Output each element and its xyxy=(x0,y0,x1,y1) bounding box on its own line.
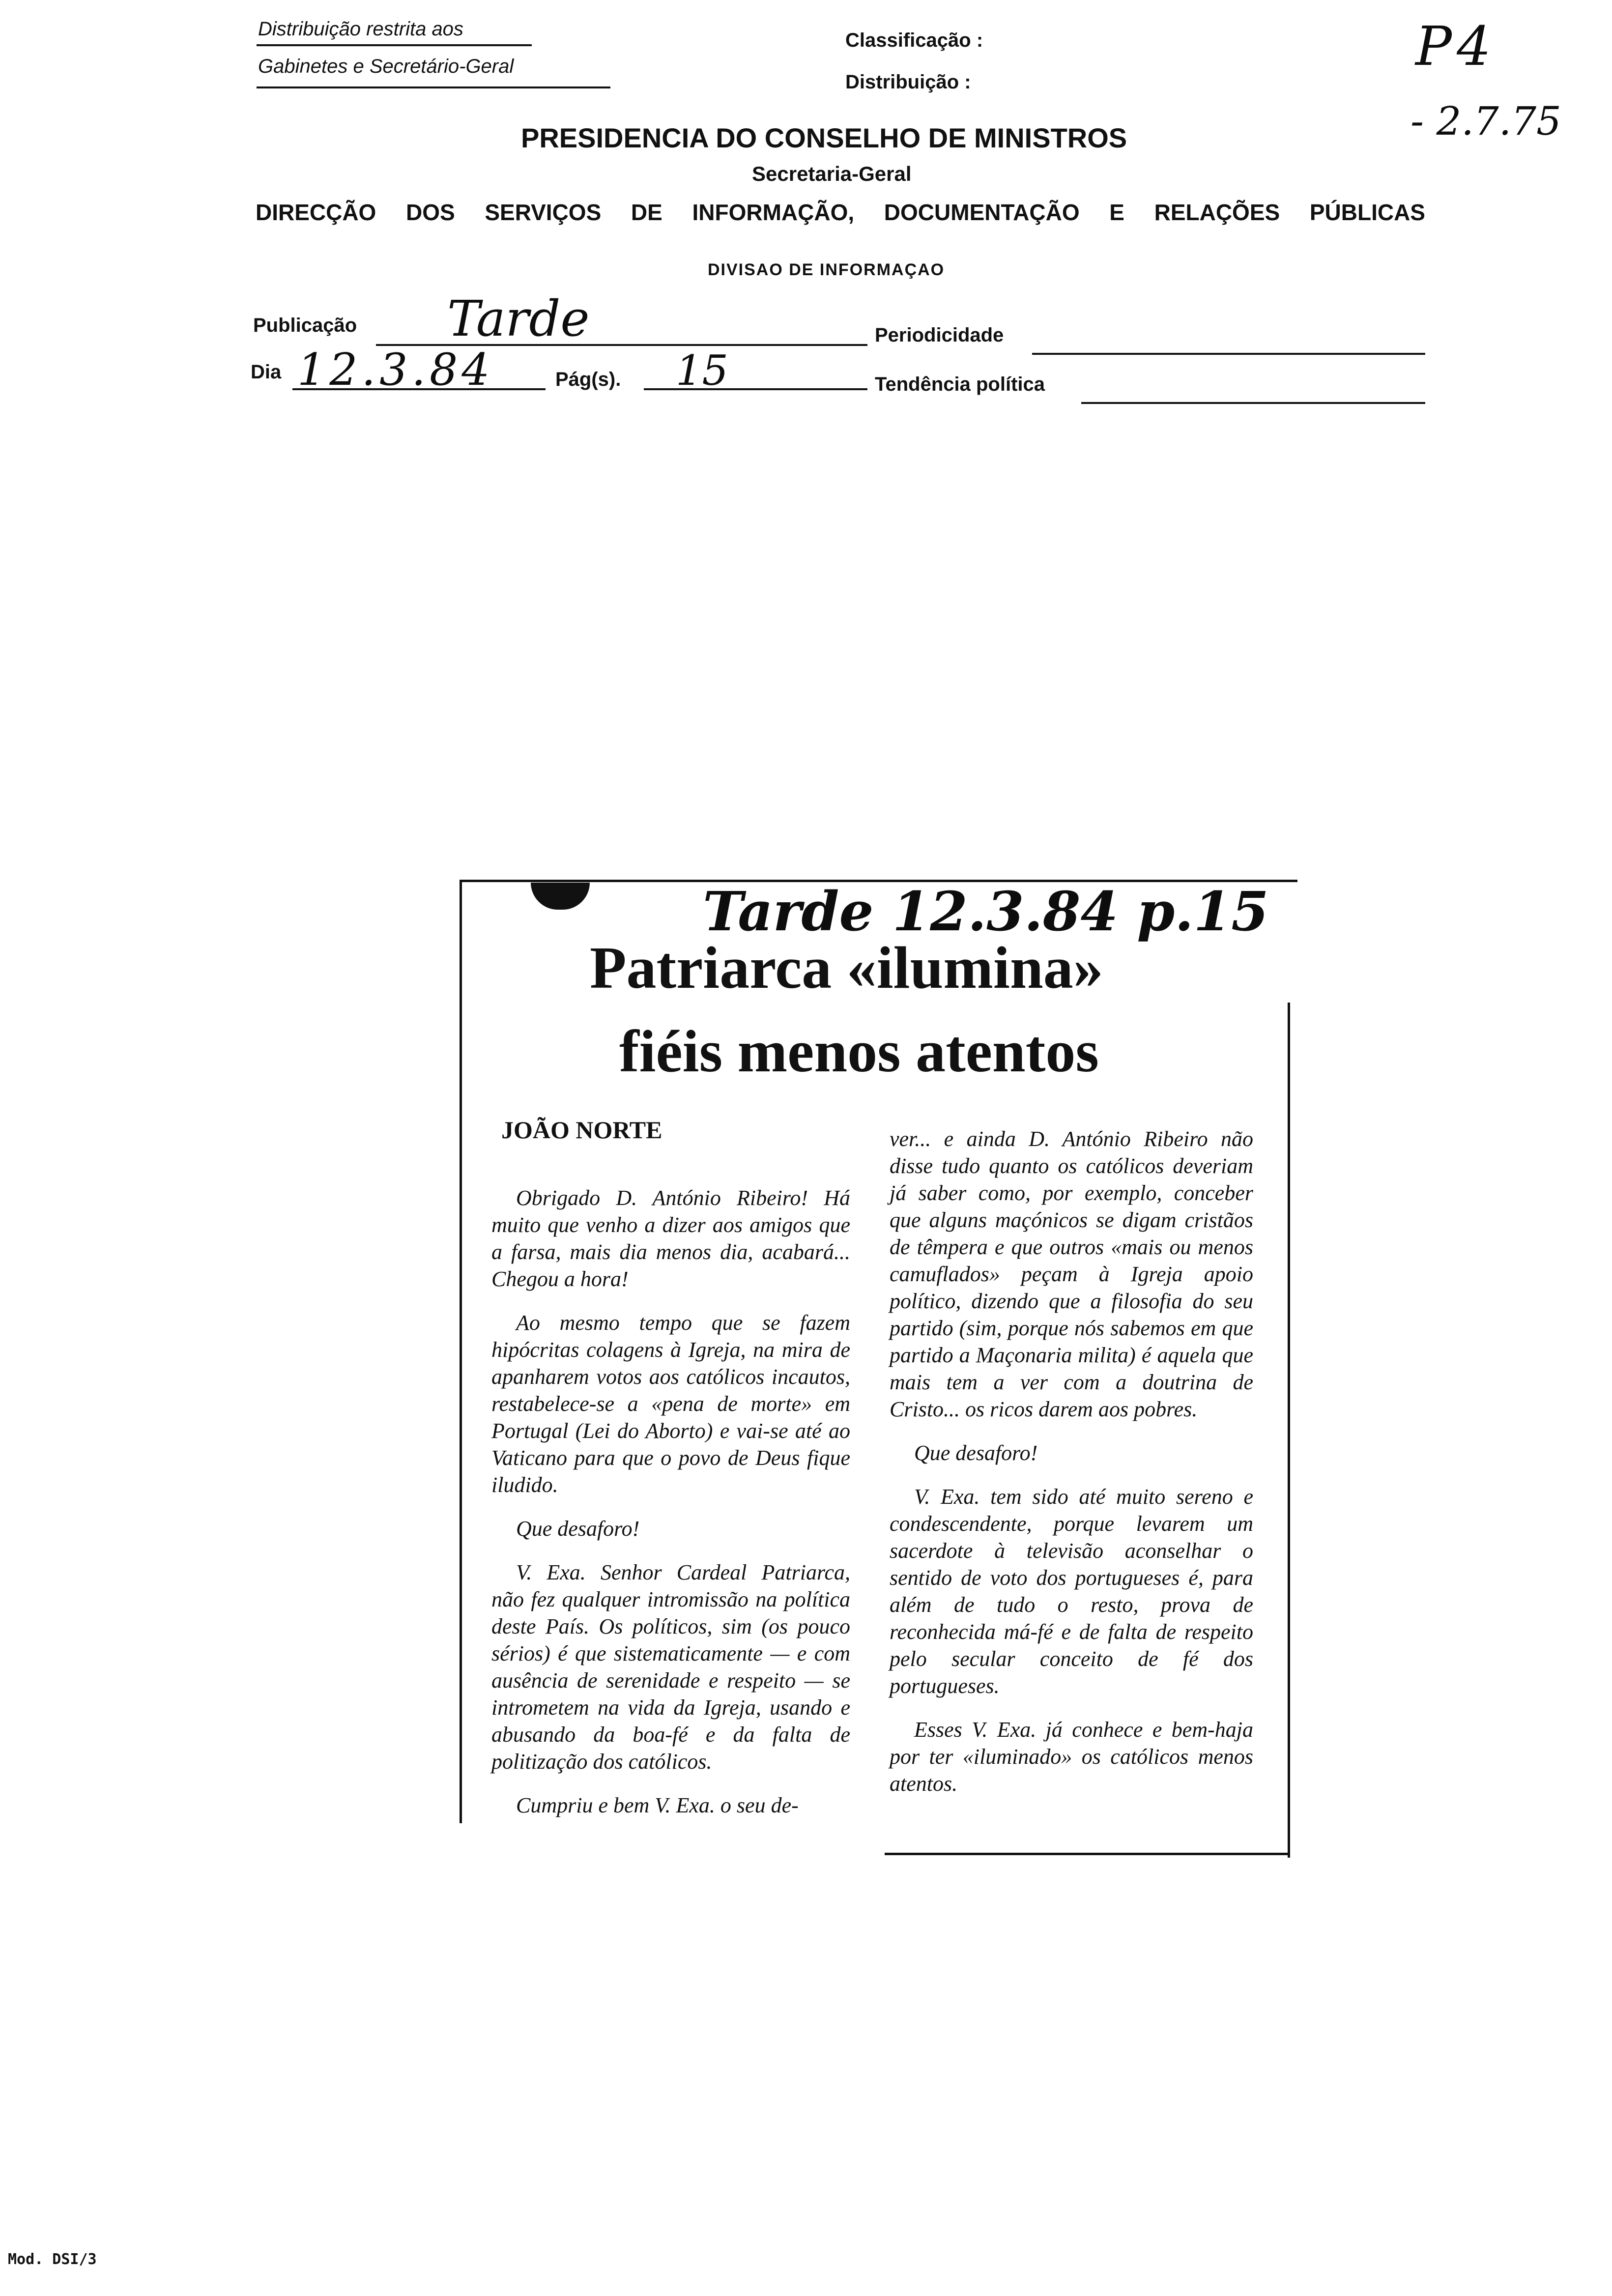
dia-value: 12.3.84 xyxy=(297,344,494,396)
divider xyxy=(257,44,532,46)
org-subtitle: Secretaria-Geral xyxy=(752,162,912,185)
tendencia-label: Tendência política xyxy=(875,373,1045,395)
left-paragraph: Ao mesmo tempo que se fazem hipócritas colagens à Igreja, na mira de apanharem votos aos católicos incautos, restabelece-se a «pena de morte» em Portugal (Lei do Aborto) e vai-se até ao Vaticano para que o povo de Deus fique iludido. xyxy=(491,1311,850,1497)
division-title: DIVISAO DE INFORMAÇAO xyxy=(708,260,945,279)
right-paragraph: Que desaforo! xyxy=(914,1441,1038,1465)
left-paragraph: V. Exa. Senhor Cardeal Patriarca, não fez qualquer intromissão na política deste País. Os políticos, sim (os pouco sérios) é que sistematicamente — e com ausência de serenidade e respeito — se intrometem na vida da Igreja, usando e abusando da boa-fé e da falta de politização dos católicos. xyxy=(491,1560,850,1774)
article-title-line1: Patriarca «ilumina» xyxy=(590,935,1103,1001)
publicacao-label: Publicação xyxy=(253,315,357,336)
article-author: JOÃO NORTE xyxy=(501,1116,662,1144)
distribuicao-label: Distribuição : xyxy=(845,71,971,93)
dia-label: Dia xyxy=(251,361,282,383)
right-paragraph: ver... e ainda D. António Ribeiro não disse tudo quanto os católicos deveriam já saber como, por exemplo, conceber que alguns maçónicos se digam cristãos de têmpera e que outros «mais ou menos camuflados» peçam à Igreja apoio político, dizendo que a filosofia do seu partido (sim, porque nós sabemos em que partido a Maçonaria milita) é aquela que mais tem a ver com a doutrina de Cristo... os ricos darem aos pobres. xyxy=(890,1127,1253,1421)
right-paragraph: V. Exa. tem sido até muito sereno e condescendente, porque levarem um sacerdote à televisão aconselhar o sentido de voto dos portugueses é, para além de tudo o resto, prova de reconhecida má-fé e de falta de respeito pelo secular conceito de fé dos portugueses. xyxy=(890,1485,1253,1698)
pag-label: Pág(s). xyxy=(555,369,621,390)
tendencia-line xyxy=(1081,402,1425,404)
periodicidade-line xyxy=(1032,353,1425,355)
article-title-line2: fiéis menos atentos xyxy=(619,1018,1099,1085)
handwritten-reference: Tarde 12.3.84 p.15 xyxy=(703,880,1269,943)
clipping-bottom-edge xyxy=(885,1853,1290,1855)
periodicidade-label: Periodicidade xyxy=(875,324,1004,346)
publicacao-value: Tarde xyxy=(447,290,590,347)
right-paragraph: Esses V. Exa. já conhece e bem-haja por ter «iluminado» os católicos menos atentos. xyxy=(890,1718,1253,1796)
article-right-column xyxy=(890,1125,1253,1814)
left-paragraph: Obrigado D. António Ribeiro! Há muito que venho a dizer aos amigos que a farsa, mais dia menos dia, acabará... Chegou a hora! xyxy=(491,1186,850,1291)
left-paragraph: Que desaforo! xyxy=(516,1517,640,1541)
divider xyxy=(257,86,610,88)
restricted-distribution-line1: Distribuição restrita aos xyxy=(258,18,463,40)
pag-value: 15 xyxy=(676,346,728,395)
clipping-frame-right xyxy=(1288,1003,1290,1858)
margin-note-line1: P4 xyxy=(1415,15,1496,78)
form-code: Mod. DSI/3 xyxy=(8,2251,97,2268)
left-paragraph: Cumpriu e bem V. Exa. o seu de- xyxy=(516,1793,799,1817)
classificacao-label: Classificação : xyxy=(845,29,983,51)
org-title: PRESIDENCIA DO CONSELHO DE MINISTROS xyxy=(521,122,1127,153)
direction-title: DIRECÇÃO DOS SERVIÇOS DE INFORMAÇÃO, DOCUMENTAÇÃO E RELAÇÕES PÚBLICAS xyxy=(256,200,1425,225)
article-left-column xyxy=(491,1184,850,1836)
restricted-distribution-line2: Gabinetes e Secretário-Geral xyxy=(258,56,514,77)
margin-note-line2: - 2.7.75 xyxy=(1410,98,1561,144)
